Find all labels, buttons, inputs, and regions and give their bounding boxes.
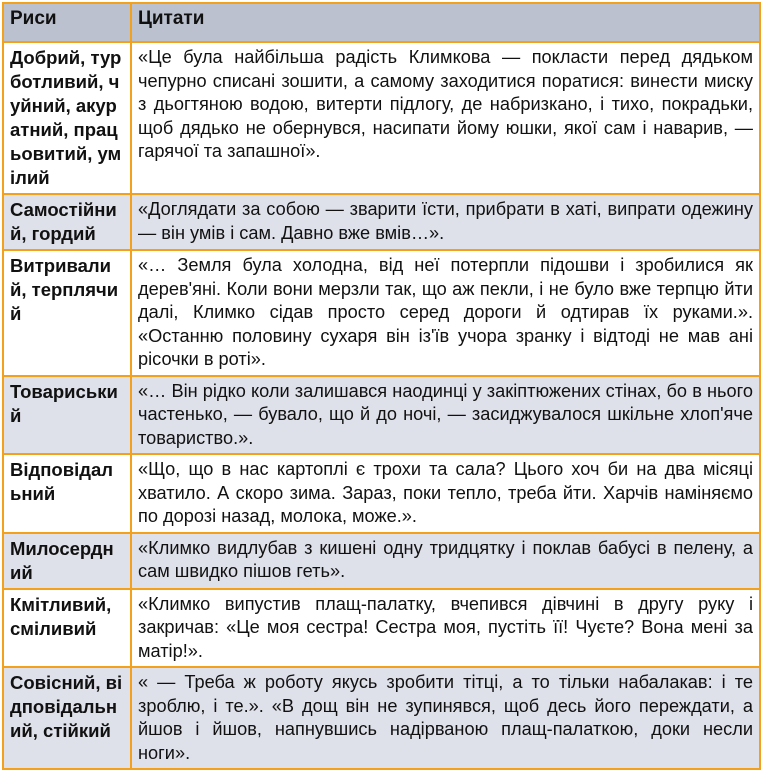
- quote-cell: «Що, що в нас картоплі є трохи та сала? Цього хоч би на два місяці хватило. А скоро зима. Зараз, поки тепло, треба йти. Харчів наміняємо по дорозі назад, молока, може.».: [131, 454, 760, 533]
- trait-cell: Відповідальний: [3, 454, 131, 533]
- quote-cell: «Климко випустив плащ-палатку, вчепився дівчині в другу руку і закричав: «Це моя сестра! Сестра моя, пустіть її! Чуєте? Вона мені за матір!».: [131, 589, 760, 668]
- quote-cell: «Доглядати за собою — зварити їсти, прибрати в хаті, випрати одежину — він умів і сам. Давно вже вмів…».: [131, 194, 760, 250]
- quote-cell: «… Він рідко коли залишався наодинці у закіптюжених стінах, бо в нього частенько, — бувало, що й до ночі, — засиджувалося шкільне хлоп'яче товариство.».: [131, 376, 760, 455]
- traits-quotes-table: [2, 2, 761, 770]
- table-row: [3, 376, 760, 455]
- trait-cell: Витривалий, терплячий: [3, 250, 131, 376]
- table-row: [3, 454, 760, 533]
- table-row: [3, 533, 760, 589]
- table-row: [3, 42, 760, 194]
- trait-cell: Милосердний: [3, 533, 131, 589]
- trait-cell: Добрий, турботливий, чуйний, акуратний, працьовитий, умілий: [3, 42, 131, 194]
- trait-cell: Самостійний, гордий: [3, 194, 131, 250]
- table-row: [3, 667, 760, 769]
- quote-cell: «Климко видлубав з кишені одну тридцятку і поклав бабусі в пелену, а сам швидко пішов геть».: [131, 533, 760, 589]
- table-header-row: [3, 3, 760, 42]
- trait-cell: Кмітливий, сміливий: [3, 589, 131, 668]
- table-row: [3, 250, 760, 376]
- quote-cell: «Це була найбільша радість Климкова — покласти перед дядьком чепурно списані зошити, а самому заходитися поратися: винести миску з дьогтяною водою, витерти підлогу, де набризкано, і тихо, покрадьки, щоб дядько не обернувся, насипати йому юшки, якої сам і наварив, — гарячої та запашної».: [131, 42, 760, 194]
- header-quotes: Цитати: [131, 3, 760, 42]
- header-traits: Риси: [3, 3, 131, 42]
- trait-cell: Совісний, відповідальний, стійкий: [3, 667, 131, 769]
- trait-cell: Товариський: [3, 376, 131, 455]
- quote-cell: « — Треба ж роботу якусь зробити тітці, а то тільки набалакав: і те зроблю, і те.». «В дощ він не зупинявся, щоб десь його переждати, а йшов і йшов, напнувшись надірваною плащ-палаткою, доки несли ноги».: [131, 667, 760, 769]
- quote-cell: «… Земля була холодна, від неї потерпли підошви і зробилися як дерев'яні. Коли вони мерзли так, що аж пекли, і не було вже терпцю йти далі, Климко сідав просто серед дороги й одтирав їх руками.». «Останню половину сухаря він із'їв учора зранку і відтоді не мав ані рісочки в роті».: [131, 250, 760, 376]
- table-row: [3, 589, 760, 668]
- table-row: [3, 194, 760, 250]
